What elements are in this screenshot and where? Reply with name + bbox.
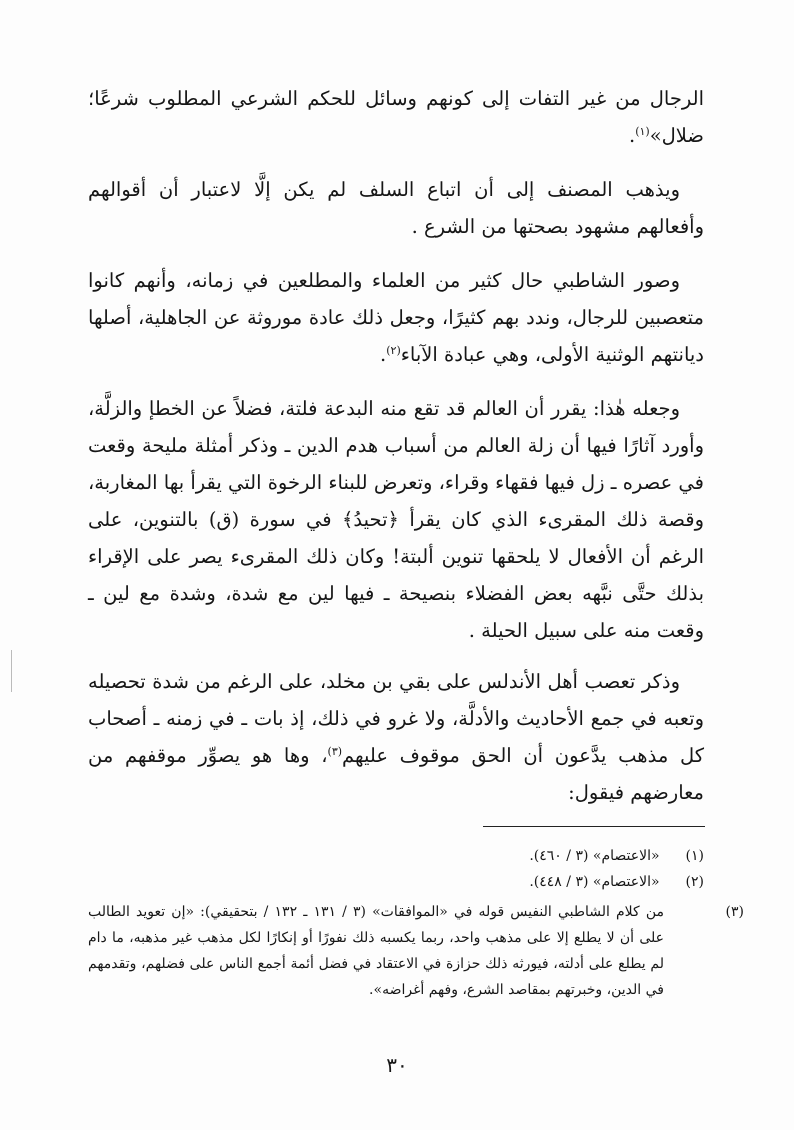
paragraph-tail: ، وها هو يصوِّر موقفهم من معارضهم فيقول: — [88, 744, 704, 804]
footnote-ref-3[interactable]: (٣) — [327, 745, 343, 758]
paragraph-text — [88, 80, 704, 154]
footnote-text: من كلام الشاطبي النفيس قوله في «الموافقات» (٣ / ١٣١ ـ ١٣٢ / بتحقيقي): «إن تعويد الطالب على أن لا يطلع إلا على مذهب واحد، ربما يكسبه ذلك نفورًا أو إنكارًا لكل مذهب غير مذهبه، ما دام لم يطلع على أدلته، فيورثه ذلك حزازة في الاعتقاد في فضل أئمة أجمع الناس على فضلهم، وتقدمهم في الدين، وخبرتهم بمقاصد الشرع، وفهم أغراضه». — [88, 904, 664, 998]
paragraph-tail: . — [380, 343, 387, 366]
scan-edge-mark — [11, 650, 12, 692]
footnote-number: (٣) — [725, 904, 744, 920]
paragraph-body: الرجال من غير التفات إلى كونهم وسائل للحكم الشرعي المطلوب شرعًا؛ ضلال» — [88, 87, 704, 147]
paragraph-3 — [88, 262, 704, 373]
footnote-3 — [88, 899, 744, 1003]
footnote-ref-2[interactable]: (٢) — [386, 344, 401, 357]
paragraph-5 — [88, 663, 704, 811]
footnote-1 — [88, 843, 704, 869]
paragraph-2 — [88, 171, 704, 245]
footnote-text: «الاعتصام» (٣ / ٤٦٠). — [529, 848, 660, 864]
footnote-2 — [88, 869, 704, 895]
paragraph-tail: . — [628, 124, 636, 147]
paragraph-body: ويذهب المصنف إلى أن اتباع السلف لم يكن إلَّا لاعتبار أن أقوالهم وأفعالهم مشهود بصحتها من الشرع . — [88, 178, 704, 238]
paragraph-text — [88, 262, 704, 373]
paragraph-body: وصور الشاطبي حال كثير من العلماء والمطلعين في زمانه، وأنهم كانوا متعصبين للرجال، وندد بهم كثيرًا، وجعل ذلك عادة موروثة عن الجاهلية، أصلها ديانتهم الوثنية الأولى، وهي عبادة الآباء — [88, 269, 704, 366]
footnote-ref-1[interactable]: (١) — [635, 125, 650, 138]
paragraph-1 — [88, 80, 704, 154]
paragraph-body: وجعله هٰذا: يقرر أن العالم قد تقع منه البدعة فلتة، فضلاً عن الخطإ والزلَّة، وأورد آثارًا فيها أن زلة العالم من أسباب هدم الدين ـ وذكر أمثلة مليحة وقعت في عصره ـ زل فيها فقهاء وقراء، وتعرض للبناء الرخوة التي يقرأ بها المغاربة، وقصة ذلك المقرىء الذي كان يقرأ ﴿تحيدُ﴾ في سورة (ق) بالتنوين، على الرغم أن الأفعال لا يلحقها تنوين ألبتة! وكان ذلك المقرىء يصر على الإقراء بذلك حتَّى نبَّهه بعض الفضلاء بنصيحة ـ فيها لين مع شدة، وشدة مع لين ـ وقعت منه على سبيل الحيلة . — [88, 397, 704, 642]
footnote-text: «الاعتصام» (٣ / ٤٤٨). — [529, 874, 660, 890]
paragraph-text — [88, 171, 704, 245]
paragraph-text — [88, 663, 704, 811]
paragraph-body: وذكر تعصب أهل الأندلس على بقي بن مخلد، على الرغم من شدة تحصيله وتعبه في جمع الأحاديث والأدلَّة، ولا غرو في ذلك، إذ بات ـ في زمنه ـ أصحاب كل مذهب يدَّعون أن الحق موقوف عليهم — [88, 670, 705, 767]
paragraph-4 — [88, 390, 704, 649]
footnote-number: (٢) — [685, 874, 704, 890]
page-number: ٣٠ — [386, 1053, 408, 1077]
paragraph-text — [88, 390, 704, 649]
footnote-number: (١) — [685, 848, 704, 864]
footnote-separator — [483, 826, 705, 827]
